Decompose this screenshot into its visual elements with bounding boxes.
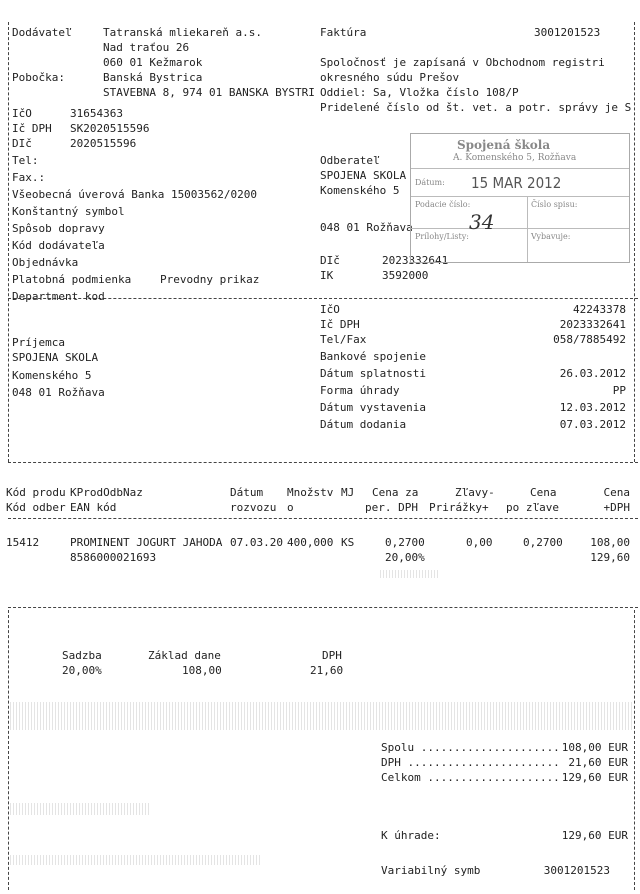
register-line-2: okresného súdu Prešov (320, 71, 460, 84)
supplier-dic-label: DIč (12, 137, 32, 150)
col-code-header: Kód produ (6, 486, 66, 499)
stamp-row-line (411, 196, 629, 197)
supplier-bank: Všeobecná úverová Banka 15003562/0200 (12, 188, 258, 201)
vat-rate: 20,00% (62, 664, 102, 677)
recipient-street: Komenského 5 (12, 369, 92, 382)
stamp-row-line (411, 168, 629, 169)
platobna-label: Platobná podmienka (12, 273, 132, 286)
customer-street: Komenského 5 (320, 184, 400, 197)
item-price: 0,2700 (385, 536, 425, 549)
recipient-city: 048 01 Rožňava (12, 386, 105, 399)
left-border (8, 22, 9, 462)
customer-dic-label: DIč (320, 254, 340, 267)
register-line-3: Oddiel: Sa, Vložka číslo 108/P (320, 86, 519, 99)
dph-value: 21,60 EUR (568, 756, 628, 769)
col-ean-header: EAN kód (70, 501, 117, 514)
col-after-header: Cena (530, 486, 557, 499)
stamp-date: 15 MAR 2012 (471, 174, 562, 192)
item-unit: KS (341, 536, 355, 549)
stamp-number-label: Podacie číslo: (415, 200, 471, 209)
item-price-after: 0,2700 (523, 536, 563, 549)
supplier-ico: 31654363 (70, 107, 123, 120)
supplier-icdph: SK2020515596 (70, 122, 150, 135)
customer-icdph: 2023332641 (559, 318, 626, 331)
splatnost-label: Dátum splatnosti (320, 367, 426, 380)
spolu-value: 108,00 EUR (561, 741, 628, 754)
register-line-1: Spoločnosť je zapísaná v Obchodnom registri (320, 56, 605, 69)
vat-base: 108,00 (182, 664, 222, 677)
col-code-sub-header: Kód odber (6, 501, 66, 514)
vat-amount-label: DPH (322, 649, 342, 662)
spolu-label: Spolu ..................... (381, 741, 560, 754)
divider-table-header (8, 518, 638, 519)
supplier-ico-label: IčO (12, 107, 32, 120)
col-qty-header: Množstv (287, 486, 334, 499)
forma-label: Forma úhrady (320, 384, 400, 397)
scan-noise (10, 803, 150, 815)
stamp-handwritten-number: 34 (469, 210, 495, 234)
stamp-handles-label: Vybavuje: (531, 232, 571, 241)
supplier-icdph-label: Ič DPH (12, 122, 52, 135)
branch-label: Pobočka: (12, 71, 65, 84)
splatnost-value: 26.03.2012 (559, 367, 626, 380)
item-name: PROMINENT JOGURT JAHODA (70, 536, 223, 549)
item-ean: 8586000021693 (70, 551, 157, 564)
recipient-name: SPOJENA SKOLA (12, 351, 99, 364)
customer-name: SPOJENA SKOLA (320, 169, 407, 182)
left-border-lower (8, 610, 9, 890)
objednavka-label: Objednávka (12, 256, 79, 269)
vat-base-label: Základ dane (148, 649, 221, 662)
stamp-title: Spojená škola (457, 138, 551, 152)
vat-rate-label: Sadzba (62, 649, 102, 662)
col-name-header: KProdOdbNaz (70, 486, 143, 499)
vystavenie-value: 12.03.2012 (559, 401, 626, 414)
platobna-value: Prevodny prikaz (160, 273, 260, 286)
dodania-value: 07.03.2012 (559, 418, 626, 431)
invoice-title: Faktúra (320, 26, 367, 39)
item-vat: 20,00% (385, 551, 425, 564)
col-discount-sub-header: Prirážky+ (429, 501, 489, 514)
item-discount: 0,00 (466, 536, 493, 549)
col-price-sub-header: per. DPH (365, 501, 418, 514)
variable-symbol-value: 3001201523 (543, 864, 610, 877)
scan-noise (10, 702, 632, 730)
stamp-col-line (527, 196, 528, 262)
customer-ik: 3592000 (382, 269, 429, 282)
customer-telfax: 058/7885492 (553, 333, 626, 346)
branch-address: STAVEBNA 8, 974 01 BANSKA BYSTRI (103, 86, 315, 99)
item-code: 15412 (6, 536, 40, 549)
to-pay-label: K úhrade: (381, 829, 441, 842)
col-discount-header: Zľavy- (455, 486, 495, 499)
supplier-label: Dodávateľ (12, 26, 72, 39)
stamp-address: A. Komenského 5, Rožňava (453, 153, 577, 163)
col-total-header: Cena (603, 486, 630, 499)
customer-ico: 42243378 (573, 303, 626, 316)
item-total: 108,00 (590, 536, 630, 549)
forma-value: PP (612, 384, 626, 397)
dph-label: DPH ....................... (381, 756, 560, 769)
stamp-row-line (411, 228, 629, 229)
doprava-label: Spôsob dopravy (12, 222, 105, 235)
stamp-attach-label: Prílohy/Listy: (415, 232, 469, 241)
col-unit-header: MJ (341, 486, 355, 499)
celkom-label: Celkom .................... (381, 771, 560, 784)
supplier-tel-label: Tel: (12, 154, 39, 167)
customer-icdph-label: Ič DPH (320, 318, 360, 331)
recipient-label: Príjemca (12, 336, 65, 349)
scan-noise (380, 570, 440, 578)
supplier-fax-label: Fax.: (12, 171, 46, 184)
divider-header (8, 462, 638, 463)
branch-name: Banská Bystrica (103, 71, 203, 84)
right-border (634, 22, 635, 462)
customer-ico-label: IčO (320, 303, 340, 316)
supplier-name: Tatranská mliekareň a.s. (103, 26, 262, 39)
customer-ik-label: IK (320, 269, 334, 282)
supplier-dic: 2020515596 (70, 137, 137, 150)
vat-amount: 21,60 (310, 664, 344, 677)
customer-telfax-label: Tel/Fax (320, 333, 367, 346)
col-total-sub-header: +DPH (603, 501, 630, 514)
to-pay-value: 129,60 EUR (561, 829, 628, 842)
right-border-lower (634, 610, 635, 890)
col-qty-sub-header: o (287, 501, 294, 514)
celkom-value: 129,60 EUR (561, 771, 628, 784)
stamp-date-label: Dátum: (415, 178, 445, 187)
supplier-street: Nad traťou 26 (103, 41, 190, 54)
kod-dodavatela-label: Kód dodávateľa (12, 239, 105, 252)
variable-symbol-label: Variabilný symb (381, 864, 481, 877)
konst-symbol-label: Konštantný symbol (12, 205, 125, 218)
item-total-vat: 129,60 (590, 551, 630, 564)
col-date-header: Dátum (230, 486, 264, 499)
item-date: 07.03.20 (230, 536, 283, 549)
col-after-sub-header: po zľave (506, 501, 559, 514)
customer-bank-label: Bankové spojenie (320, 350, 426, 363)
department-label: Department kod (12, 290, 105, 303)
vystavenie-label: Dátum vystavenia (320, 401, 426, 414)
registry-stamp (410, 133, 630, 263)
item-qty: 400,000 (287, 536, 334, 549)
scan-noise (10, 855, 260, 865)
invoice-number: 3001201523 (534, 26, 601, 39)
customer-label: Odberateľ (320, 154, 380, 167)
stamp-file-label: Číslo spisu: (531, 200, 578, 209)
col-date-sub-header: rozvozu (230, 501, 277, 514)
customer-city: 048 01 Rožňava (320, 221, 413, 234)
divider-items (8, 607, 638, 608)
dodania-label: Dátum dodania (320, 418, 407, 431)
register-line-4: Pridelené číslo od št. vet. a potr. správy je S (320, 101, 632, 114)
col-price-header: Cena za (372, 486, 419, 499)
supplier-city: 060 01 Kežmarok (103, 56, 203, 69)
customer-dic: 2023332641 (382, 254, 449, 267)
